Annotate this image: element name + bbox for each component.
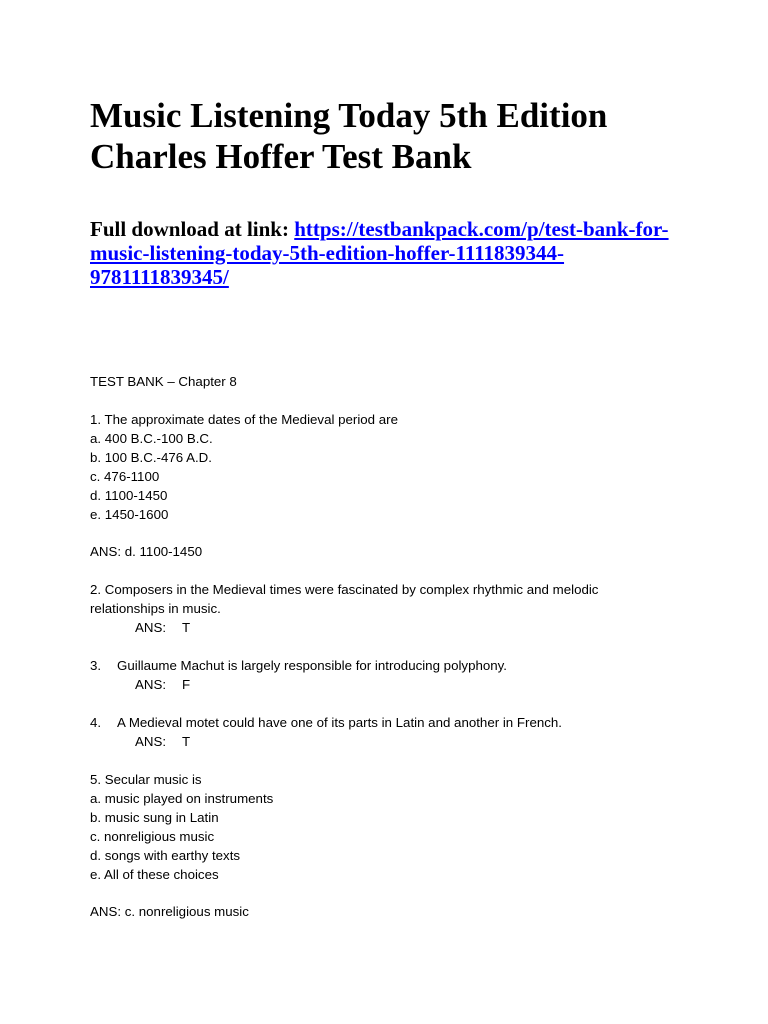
answer-label: ANS: bbox=[135, 677, 167, 692]
question-text: A Medieval motet could have one of its parts in Latin and another in French. bbox=[117, 715, 562, 730]
download-label: Full download at link: bbox=[90, 217, 295, 241]
question-answer: ANS: c. nonreligious music bbox=[90, 904, 249, 919]
answer-choice: e. All of these choices bbox=[90, 867, 219, 882]
answer-choice: c. nonreligious music bbox=[90, 829, 215, 844]
title-line-1: Music Listening Today 5th Edition bbox=[90, 96, 608, 135]
download-line-1 bbox=[90, 217, 730, 241]
answer-label: ANS: bbox=[135, 734, 167, 749]
title-line-2: Charles Hoffer Test Bank bbox=[90, 137, 472, 176]
question-5-answer-block bbox=[90, 902, 710, 921]
download-link-part-1[interactable]: https://testbankpack.com/p/test-bank-for- bbox=[294, 217, 669, 241]
question-number: 3. bbox=[90, 658, 102, 673]
question-5 bbox=[90, 770, 710, 884]
question-answer bbox=[90, 732, 710, 751]
question-answer bbox=[90, 675, 710, 694]
question-prompt: 1. The approximate dates of the Medieval period are bbox=[90, 412, 398, 427]
question-answer bbox=[90, 618, 710, 637]
document-title bbox=[90, 95, 730, 177]
answer-label: ANS: bbox=[135, 620, 167, 635]
question-number: 4. bbox=[90, 715, 102, 730]
question-4 bbox=[90, 713, 710, 751]
question-prompt: 5. Secular music is bbox=[90, 772, 202, 787]
answer-value: T bbox=[182, 734, 191, 749]
answer-choice: b. 100 B.C.-476 A.D. bbox=[90, 450, 212, 465]
answer-choice: d. songs with earthy texts bbox=[90, 848, 241, 863]
answer-choice: a. music played on instruments bbox=[90, 791, 274, 806]
question-prompt-line-2: relationships in music. bbox=[90, 601, 221, 616]
section-heading-block bbox=[90, 372, 710, 391]
answer-choice: b. music sung in Latin bbox=[90, 810, 219, 825]
answer-choice: e. 1450-1600 bbox=[90, 507, 169, 522]
question-1-answer-block bbox=[90, 542, 710, 561]
question-3 bbox=[90, 656, 710, 694]
question-answer: ANS: d. 1100-1450 bbox=[90, 544, 203, 559]
question-prompt bbox=[90, 656, 710, 675]
download-link-part-2[interactable]: music-listening-today-5th-edition-hoffer-1111839344- bbox=[90, 241, 565, 265]
download-line-3 bbox=[90, 265, 730, 289]
question-prompt-line-1: 2. Composers in the Medieval times were fascinated by complex rhythmic and melodic bbox=[90, 582, 599, 597]
answer-value: F bbox=[182, 677, 191, 692]
question-prompt bbox=[90, 713, 710, 732]
answer-choice: d. 1100-1450 bbox=[90, 488, 168, 503]
question-2 bbox=[90, 580, 710, 637]
answer-choice: c. 476-1100 bbox=[90, 469, 160, 484]
download-block bbox=[90, 217, 730, 289]
download-link-part-3[interactable]: 9781111839345/ bbox=[90, 265, 229, 289]
question-text: Guillaume Machut is largely responsible for introducing polyphony. bbox=[117, 658, 507, 673]
answer-choice: a. 400 B.C.-100 B.C. bbox=[90, 431, 213, 446]
answer-value: T bbox=[182, 620, 191, 635]
download-line-2 bbox=[90, 241, 730, 265]
question-1 bbox=[90, 410, 710, 524]
section-heading: TEST BANK – Chapter 8 bbox=[90, 374, 237, 389]
